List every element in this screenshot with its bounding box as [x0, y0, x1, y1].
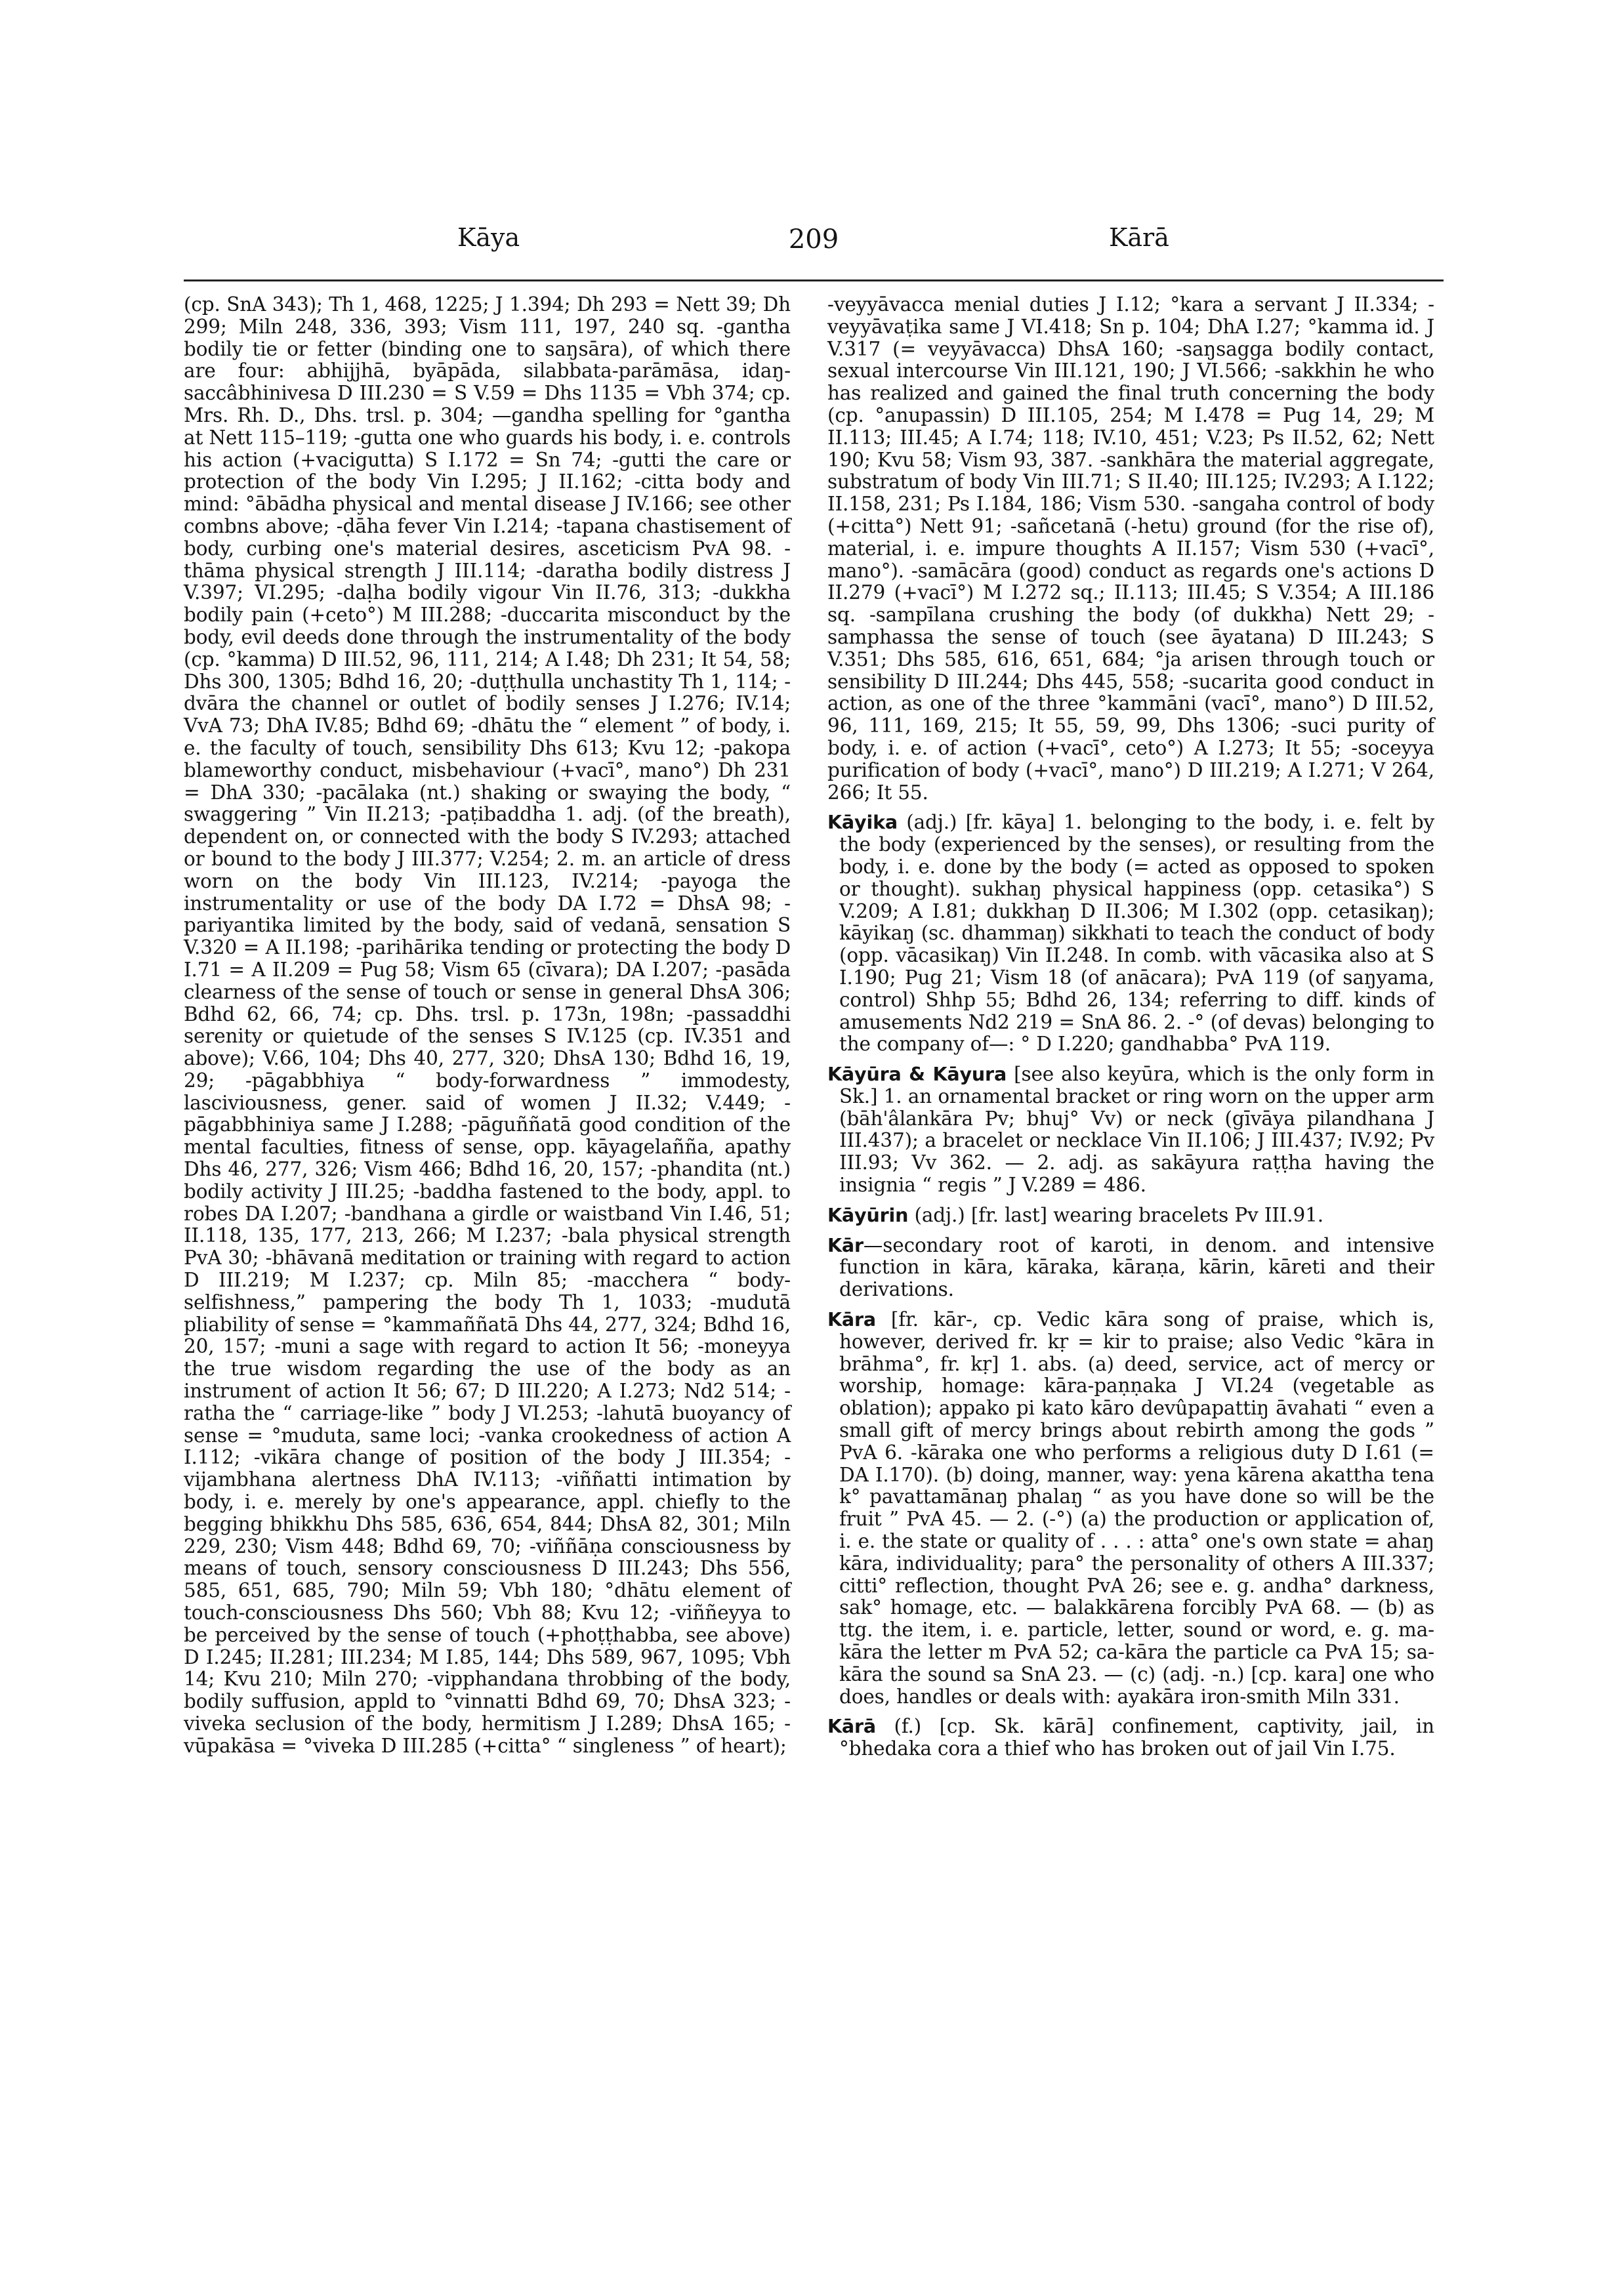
- entry-headword: Kār: [827, 1234, 864, 1256]
- page-header: [184, 223, 1444, 262]
- continued-entry: [184, 293, 797, 1758]
- entry-headword: Kāyika: [827, 812, 898, 834]
- entry-text: [fr. kār-, cp. Vedic kāra song of praise, which is, however, derived fr. kṛ = kir to praise; also Vedic °kāra in brāhma°, fr. kṛ] 1. abs. (a) deed, service, act of mercy or worship, homage: kāra-paṇṇaka J VI.24 (vegetable as oblation); appako pi kato kāro devûpapattiŋ āvahati “ even a small gift of mercy brings about rebirth among the gods ” PvA 6. -kāraka one who performs a religious duty D I.61 (= DA I.170). (b) doing, manner, way: yena kārena akattha tena k° pavattamānaŋ phalaŋ “ as you have done so will be the fruit ” PvA 45. — 2. (-°) (a) the production or application of, i. e. the state or quality of . . . : atta° one's own state = ahaŋ kāra, individuality; para° the personality of others A III.337; citti° reflection, thought PvA 26; see e. g. andha° darkness, sak° homage, etc. — balakkārena forcibly PvA 68. — (b) as ttg. the item, i. e. particle, letter, sound or word, e. g. ma-kāra the letter m PvA 52; ca-kāra the particle ca PvA 15; sa-kāra the sound sa SnA 23. — (c) (adj. -n.) [cp. kara] one who does, handles or deals with: ayakāra iron-smith Miln 331.: [839, 1308, 1441, 1708]
- dictionary-entry: [827, 811, 1441, 1056]
- entry-text: (adj.) [fr. kāya] 1. belonging to the body, i. e. felt by the body (experienced by the senses), or resulting from the body, i. e. done by the body (= acted as opposed to spoken or thought). sukhaŋ physical happiness (opp. cetasika°) S V.209; A I.81; dukkhaŋ D II.306; M I.302 (opp. cetasikaŋ); kāyikaŋ (sc. dhammaŋ) sikkhati to teach the conduct of body (opp. vācasikaŋ) Vin II.248. In comb. with vācasika also at S I.190; Pug 21; Vism 18 (of anācara); PvA 119 (of saŋyama, control) Shhp 55; Bdhd 26, 134; referring to diff. kinds of amusements Nd2 219 = SnA 86. 2. -° (of devas) belonging to the company of—: ° D I.220; gandhabba° PvA 119.: [839, 811, 1441, 1056]
- left-column: [184, 293, 797, 1766]
- entry-headword: Kārā: [827, 1716, 877, 1738]
- entry-headword: Kāyūrin: [827, 1204, 909, 1226]
- continued-entry: [827, 293, 1441, 804]
- right-column: [827, 293, 1441, 1768]
- page-number: 209: [788, 224, 839, 255]
- entry-headword: Kāra: [827, 1309, 877, 1331]
- dictionary-entry: [827, 1715, 1441, 1760]
- entry-headword: Kāyūra & Kāyura: [827, 1064, 1007, 1086]
- dictionary-entry: [827, 1205, 1434, 1227]
- left-running-headword: Kāya: [457, 223, 520, 252]
- entry-text: [see also keyūra, which is the only form in Sk.] 1. an ornamental bracket or ring worn on the upper arm (bāh'âlankāra Pv; bhuj° Vv) or neck (gīvāya pilandhana J III.437); a bracelet or necklace Vin II.106; J III.437; IV.92; Pv III.93; Vv 362. — 2. adj. as sakāyura raṭṭha having the insignia “ regis ” J V.289 = 486.: [839, 1063, 1441, 1197]
- entry-text: (cp. SnA 343); Th 1, 468, 1225; J 1.394; Dh 293 = Nett 39; Dh 299; Miln 248, 336, 393; Vism 111, 197, 240 sq. -gantha bodily tie or fetter (binding one to saŋsāra), of which there are four: abhijjhā, byāpāda, silabbata-parāmāsa, idaŋ-saccâbhinivesa D III.230 = S V.59 = Dhs 1135 = Vbh 374; cp. Mrs. Rh. D., Dhs. trsl. p. 304; —gandha spelling for °gantha at Nett 115–119; -gutta one who guards his body, i. e. controls his action (+vacigutta) S I.172 = Sn 74; -gutti the care or protection of the body Vin I.295; J II.162; -citta body and mind: °ābādha physical and mental disease J IV.166; see other combns above; -ḍāha fever Vin I.214; -tapana chastisement of body, curbing one's material desires, asceticism PvA 98. -thāma physical strength J III.114; -daratha bodily distress J V.397; VI.295; -daḷha bodily vigour Vin II.76, 313; -dukkha bodily pain (+ceto°) M III.288; -duccarita misconduct by the body, evil deeds done through the instrumentality of the body (cp. °kamma) D III.52, 96, 111, 214; A I.48; Dh 231; It 54, 58; Dhs 300, 1305; Bdhd 16, 20; -duṭṭhulla unchastity Th 1, 114; -dvāra the channel or outlet of bodily senses J I.276; IV.14; VvA 73; DhA IV.85; Bdhd 69; -dhātu the “ element ” of body, i. e. the faculty of touch, sensibility Dhs 613; Kvu 12; -pakopa blameworthy conduct, misbehaviour (+vacī°, mano°) Dh 231 = DhA 330; -pacālaka (nt.) shaking or swaying the body, “ swaggering ” Vin II.213; -paṭibaddha 1. adj. (of the breath), dependent on, or connected with the body S IV.293; attached or bound to the body J III.377; V.254; 2. m. an article of dress worn on the body Vin III.123, IV.214; -payoga the instrumentality or use of the body DA I.72 = DhsA 98; -pariyantika limited by the body, said of vedanā, sensation S V.320 = A II.198; -parihārika tending or protecting the body D I.71 = A II.209 = Pug 58; Vism 65 (cīvara); DA I.207; -pasāda clearness of the sense of touch or sense in general DhsA 306; Bdhd 62, 66, 74; cp. Dhs. trsl. p. 173n, 198n; -passaddhi serenity or quietude of the senses S IV.125 (cp. IV.351 and above); V.66, 104; Dhs 40, 277, 320; DhsA 130; Bdhd 16, 19, 29; -pāgabbhiya “ body-forwardness ” immodesty, lasciviousness, gener. said of women J II.32; V.449; -pāgabbhiniya same J I.288; -pāguññatā good condition of the mental faculties, fitness of sense, opp. kāyagelañña, apathy Dhs 46, 277, 326; Vism 466; Bdhd 16, 20, 157; -phandita (nt.) bodily activity J III.25; -baddha fastened to the body, appl. to robes DA I.207; -bandhana a girdle or waistband Vin I.46, 51; II.118, 135, 177, 213, 266; M I.237; -bala physical strength PvA 30; -bhāvanā meditation or training with regard to action D III.219; M I.237; cp. Miln 85; -macchera “ body-selfishness,” pampering the body Th 1, 1033; -mudutā pliability of sense = °kammaññatā Dhs 44, 277, 324; Bdhd 16, 20, 157; -muni a sage with regard to action It 56; -moneyya the true wisdom regarding the use of the body as an instrument of action It 56; 67; D III.220; A I.273; Nd2 514; -ratha the “ carriage-like ” body J VI.253; -lahutā buoyancy of sense = °muduta, same loci; -vanka crookedness of action A I.112; -vikāra change of position of the body J III.354; -vijambhana alertness DhA IV.113; -viññatti intimation by body, i. e. merely by one's appearance, appl. chiefly to the begging bhikkhu Dhs 585, 636, 654, 844; DhsA 82, 301; Miln 229, 230; Vism 448; Bdhd 69, 70; -viññāṇa consciousness by means of touch, sensory consciousness D III.243; Dhs 556, 585, 651, 685, 790; Miln 59; Vbh 180; °dhātu element of touch-consciousness Dhs 560; Vbh 88; Kvu 12; -viññeyya to be perceived by the sense of touch (+phoṭṭhabba, see above) D I.245; II.281; III.234; M I.85, 144; Dhs 589, 967, 1095; Vbh 14; Kvu 210; Miln 270; -vipphandana throbbing of the body, bodily suffusion, appld to °vinnatti Bdhd 69, 70; DhsA 323; -viveka seclusion of the body, hermitism J I.289; DhsA 165; -vūpakāsa = °viveka D III.285 (+citta° “ singleness ” of heart);: [184, 293, 797, 1757]
- dictionary-entry: [827, 1308, 1441, 1708]
- dictionary-entry: [827, 1063, 1441, 1197]
- entry-text: -veyyāvacca menial duties J I.12; °kara a servant J II.334; -veyyāvaṭika same J VI.418; Sn p. 104; DhA I.27; °kamma id. J V.317 (= veyyāvacca) DhsA 160; -saŋsagga bodily contact, sexual intercourse Vin III.121, 190; J VI.566; -sakkhin he who has realized and gained the final truth concerning the body (cp. °anupassin) D III.105, 254; M I.478 = Pug 14, 29; M II.113; III.45; A I.74; 118; IV.10, 451; V.23; Ps II.52, 62; Nett 190; Kvu 58; Vism 93, 387. -sankhāra the material aggregate, substratum of body Vin III.71; S II.40; III.125; IV.293; A I.122; II.158, 231; Ps I.184, 186; Vism 530. -sangaha control of body (+citta°) Nett 91; -sañcetanā (-hetu) ground (for the rise of), material, i. e. impure thoughts A II.157; Vism 530 (+vacī°, mano°). -samācāra (good) conduct as regards one's actions D II.279 (+vacī°) M I.272 sq.; II.113; III.45; S V.354; A III.186 sq. -sampīlana crushing the body (of dukkha) Nett 29; -samphassa the sense of touch (see āyatana) D III.243; S V.351; Dhs 585, 616, 651, 684; °ja arisen through touch or sensibility D III.244; Dhs 445, 558; -sucarita good conduct in action, as one of the three °kammāni (vacī°, mano°) D III.52, 96, 111, 169, 215; It 55, 59, 99, Dhs 1306; -suci purity of body, i. e. of action (+vacī°, ceto°) A I.273; It 55; -soceyya purification of body (+vacī°, mano°) D III.219; A I.271; V 264, 266; It 55.: [827, 293, 1441, 804]
- header-rule: [184, 279, 1444, 281]
- right-running-headword: Kārā: [1109, 223, 1169, 252]
- entry-text: —secondary root of karoti, in denom. and intensive function in kāra, kāraka, kāraṇa, kārin, kāreti and their derivations.: [839, 1233, 1441, 1301]
- dictionary-entry: [827, 1233, 1441, 1301]
- entry-text: (f.) [cp. Sk. kārā] confinement, captivity, jail, in °bhedaka cora a thief who has broken out of jail Vin I.75.: [839, 1715, 1441, 1760]
- entry-text: (adj.) [fr. last] wearing bracelets Pv III.91.: [914, 1203, 1323, 1226]
